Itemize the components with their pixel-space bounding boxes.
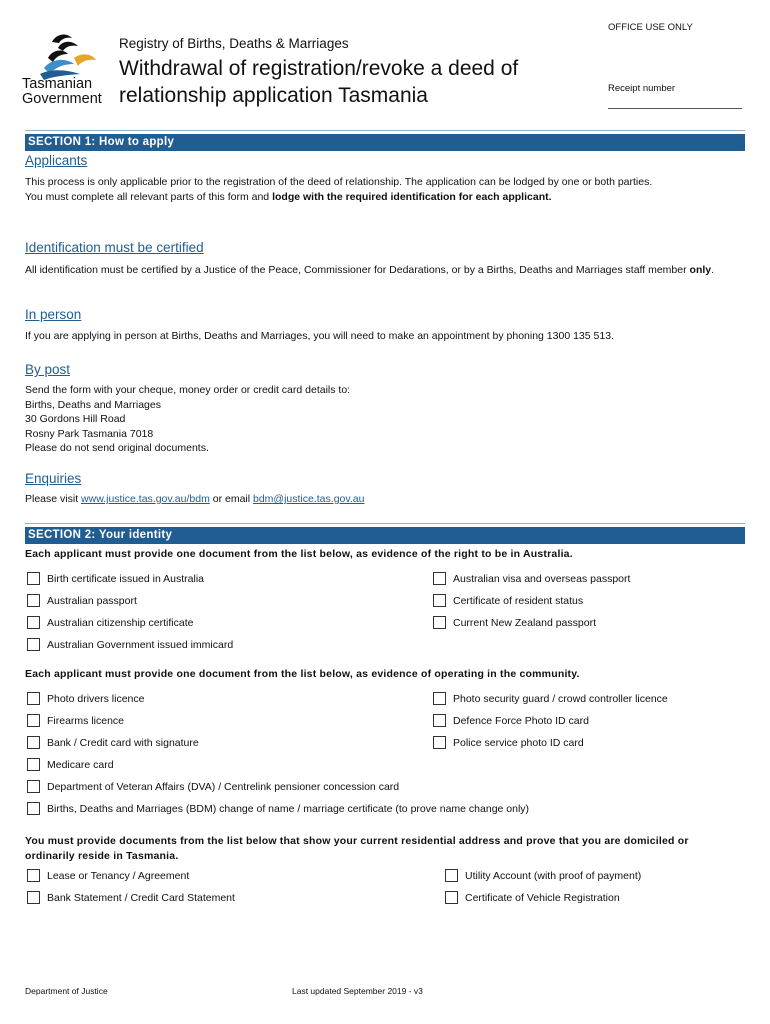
checkbox-police-photo-id[interactable] xyxy=(433,736,584,749)
enquiries-mid: or email xyxy=(209,493,253,505)
checkbox-box[interactable] xyxy=(433,692,446,705)
checkbox-label: Bank Statement / Credit Card Statement xyxy=(47,891,235,904)
checkbox-bank-credit-card[interactable] xyxy=(27,736,199,749)
checkbox-label: Bank / Credit card with signature xyxy=(47,736,199,749)
checkbox-birth-certificate[interactable] xyxy=(27,572,204,585)
checkbox-box[interactable] xyxy=(27,802,40,815)
checkbox-label: Australian passport xyxy=(47,594,137,607)
receipt-number-field[interactable] xyxy=(608,108,742,109)
logo-text-line1: Tasmanian xyxy=(22,76,93,92)
logo-wordmark xyxy=(22,77,102,107)
document-title-line1: Withdrawal of registration/revoke a deed of xyxy=(119,57,519,80)
checkbox-box[interactable] xyxy=(27,692,40,705)
enquiries-heading: Enquiries xyxy=(25,471,82,486)
applicants-text-2-bold: lodge with the required identification for each applicant. xyxy=(272,190,552,203)
checkbox-label: Police service photo ID card xyxy=(453,736,584,749)
footer-last-updated: Last updated September 2019 - v3 xyxy=(292,986,423,996)
checkbox-label: Births, Deaths and Marriages (BDM) change of name / marriage certificate (to prove name change only) xyxy=(47,802,530,815)
checkbox-utility-account[interactable] xyxy=(445,869,641,882)
enquiries-email-link[interactable]: bdm@justice.tas.gov.au xyxy=(253,493,365,505)
identification-heading: Identification must be certified xyxy=(25,240,204,255)
checkbox-box[interactable] xyxy=(433,572,446,585)
applicants-text xyxy=(25,175,725,204)
checkbox-label: Firearms licence xyxy=(47,714,125,727)
group2-heading: Each applicant must provide one document from the list below, as evidence of operating in the community. xyxy=(25,668,580,680)
enquiries-prefix: Please visit xyxy=(25,493,82,505)
by-post-text xyxy=(25,383,725,456)
checkbox-label: Certificate of Vehicle Registration xyxy=(465,891,620,904)
checkbox-visa-overseas-passport[interactable] xyxy=(433,572,630,585)
checkbox-defence-force-id[interactable] xyxy=(433,714,589,727)
group1-heading: Each applicant must provide one document from the list below, as evidence of the right to be in Australia. xyxy=(25,548,573,560)
checkbox-label: Photo security guard / crowd controller licence xyxy=(453,692,668,705)
document-title xyxy=(119,55,579,109)
checkbox-box[interactable] xyxy=(27,780,40,793)
enquiries-website-link[interactable]: www.justice.tas.gov.au/bdm xyxy=(81,493,210,505)
checkbox-dva-centrelink[interactable] xyxy=(27,780,399,793)
section1-top-rule xyxy=(25,130,745,131)
checkbox-label: Australian Government issued immicard xyxy=(47,638,234,651)
by-post-line: 30 Gordons Hill Road xyxy=(25,413,126,425)
checkbox-box[interactable] xyxy=(27,891,40,904)
checkbox-label: Photo drivers licence xyxy=(47,692,145,705)
checkbox-box[interactable] xyxy=(27,638,40,651)
section2-bar: SECTION 2: Your identity xyxy=(25,527,745,544)
identification-text-end: . xyxy=(711,264,715,276)
checkbox-box[interactable] xyxy=(27,594,40,607)
applicants-heading: Applicants xyxy=(25,153,88,168)
checkbox-australian-passport[interactable] xyxy=(27,594,137,607)
checkbox-box[interactable] xyxy=(433,616,446,629)
enquiries-text xyxy=(25,492,725,507)
applicants-text-2: You must complete all relevant parts of this form and xyxy=(25,190,273,203)
checkbox-box[interactable] xyxy=(27,758,40,771)
checkbox-box[interactable] xyxy=(445,891,458,904)
checkbox-box[interactable] xyxy=(445,869,458,882)
registry-name: Registry of Births, Deaths & Marriages xyxy=(119,36,349,51)
by-post-heading: By post xyxy=(25,362,71,377)
in-person-text: If you are applying in person at Births, Deaths and Marriages, you will need to make an appointment by phoning 1300 135 513. xyxy=(25,330,614,342)
by-post-line: Send the form with your cheque, money order or credit card details to: xyxy=(25,384,351,396)
document-title-line2: relationship application Tasmania xyxy=(119,84,428,107)
checkbox-vehicle-registration[interactable] xyxy=(445,891,620,904)
identification-text-main: All identification must be certified by a Justice of the Peace, Commissioner for Dedarations, or by a Births, Deaths and Marriages staff member xyxy=(25,264,690,276)
checkbox-label: Australian citizenship certificate xyxy=(47,616,194,629)
checkbox-label: Utility Account (with proof of payment) xyxy=(465,869,642,882)
office-use-label: OFFICE USE ONLY xyxy=(608,22,693,33)
receipt-number-label: Receipt number xyxy=(608,83,676,94)
by-post-line: Rosny Park Tasmania 7018 xyxy=(25,427,154,440)
checkbox-box[interactable] xyxy=(27,714,40,727)
group3-heading: You must provide documents from the list below that show your current residential address and prove that you are domiciled or ordinarily reside in Tasmania. xyxy=(25,835,689,862)
checkbox-box[interactable] xyxy=(433,736,446,749)
checkbox-label: Department of Veteran Affairs (DVA) / Centrelink pensioner concession card xyxy=(47,780,400,793)
checkbox-box[interactable] xyxy=(27,616,40,629)
identification-text-bold: only xyxy=(689,264,712,276)
checkbox-label: Lease or Tenancy / Agreement xyxy=(47,869,190,882)
checkbox-box[interactable] xyxy=(27,869,40,882)
checkbox-box[interactable] xyxy=(433,594,446,607)
by-post-line: Please do not send original documents. xyxy=(25,442,209,454)
checkbox-box[interactable] xyxy=(27,572,40,585)
in-person-heading: In person xyxy=(25,307,82,322)
footer-department: Department of Justice xyxy=(25,986,108,996)
by-post-line: Births, Deaths and Marriages xyxy=(25,398,161,411)
checkbox-bdm-change-of-name[interactable] xyxy=(27,802,529,815)
section1-bar: SECTION 1: How to apply xyxy=(25,134,745,151)
identification-text xyxy=(25,263,725,278)
logo-text-line2: Government xyxy=(22,91,102,107)
checkbox-resident-status[interactable] xyxy=(433,594,583,607)
checkbox-medicare-card[interactable] xyxy=(27,758,114,771)
checkbox-immicard[interactable] xyxy=(27,638,233,651)
checkbox-box[interactable] xyxy=(433,714,446,727)
applicants-text-1: This process is only applicable prior to the registration of the deed of relationship. The application can be lodged by one or both parties. xyxy=(25,176,653,188)
checkbox-box[interactable] xyxy=(27,736,40,749)
checkbox-nz-passport[interactable] xyxy=(433,616,596,629)
checkbox-firearms-licence[interactable] xyxy=(27,714,124,727)
checkbox-lease-tenancy[interactable] xyxy=(27,869,189,882)
checkbox-label: Medicare card xyxy=(47,758,114,771)
checkbox-citizenship-certificate[interactable] xyxy=(27,616,193,629)
checkbox-security-guard-licence[interactable] xyxy=(433,692,668,705)
checkbox-label: Current New Zealand passport xyxy=(453,616,596,629)
checkbox-label: Defence Force Photo ID card xyxy=(453,714,589,727)
section2-top-rule xyxy=(25,523,745,524)
checkbox-label: Birth certificate issued in Australia xyxy=(47,572,204,585)
checkbox-photo-drivers-licence[interactable] xyxy=(27,692,144,705)
checkbox-label: Australian visa and overseas passport xyxy=(453,572,631,585)
checkbox-label: Certificate of resident status xyxy=(453,594,584,607)
checkbox-bank-statement[interactable] xyxy=(27,891,235,904)
